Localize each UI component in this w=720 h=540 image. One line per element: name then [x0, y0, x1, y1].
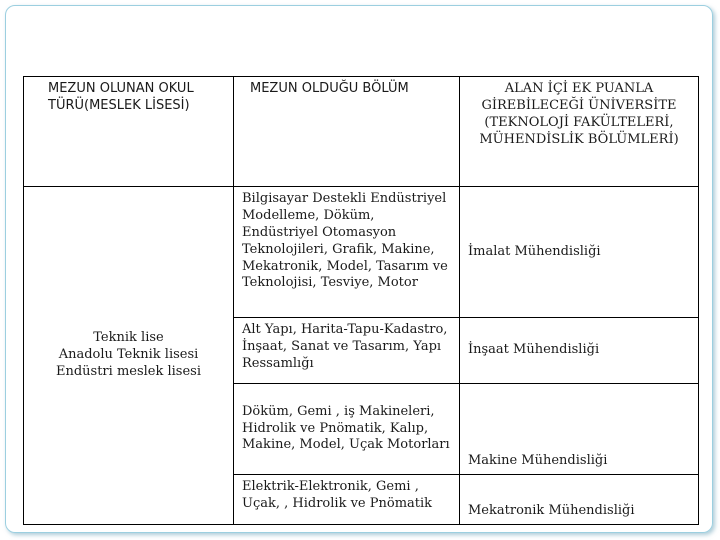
header-row: [24, 77, 699, 187]
department-cell: Döküm, Gemi , iş Makineleri, Hidrolik ve Pnömatik, Kalıp, Makine, Model, Uçak Motorları: [234, 384, 460, 475]
department-cell: Alt Yapı, Harita-Tapu-Kadastro, İnşaat, Sanat ve Tasarım, Yapı Ressamlığı: [234, 318, 460, 384]
table-row: [24, 187, 699, 318]
program-cell: Mekatronik Mühendisliği: [460, 475, 699, 525]
department-cell: Elektrik-Elektronik, Gemi , Uçak, , Hidrolik ve Pnömatik: [234, 475, 460, 525]
department-table: [23, 76, 699, 525]
school-type-item: Anadolu Teknik lisesi: [58, 347, 199, 363]
header-department: MEZUN OLDUĞU BÖLÜM: [234, 77, 460, 187]
program-cell: İnşaat Mühendisliği: [460, 318, 699, 384]
school-types-cell: [24, 187, 234, 525]
program-cell: Makine Mühendisliği: [460, 384, 699, 475]
header-universities: ALAN İÇİ EK PUANLA GİREBİLECEĞİ ÜNİVERSİTE (TEKNOLOJİ FAKÜLTELERİ, MÜHENDİSLİK BÖLÜMLERİ): [460, 77, 699, 187]
header-school-type: MEZUN OLUNAN OKUL TÜRÜ(MESLEK LİSESİ): [24, 77, 234, 187]
school-type-item: Endüstri meslek lisesi: [55, 363, 202, 379]
school-type-item: Teknik lise: [93, 330, 164, 346]
program-cell: İmalat Mühendisliği: [460, 187, 699, 318]
department-cell: Bilgisayar Destekli Endüstriyel Modelleme, Döküm, Endüstriyel Otomasyon Teknolojileri, Grafik, Makine, Mekatronik, Model, Tasarım ve Teknolojisi, Tesviye, Motor: [234, 187, 460, 318]
